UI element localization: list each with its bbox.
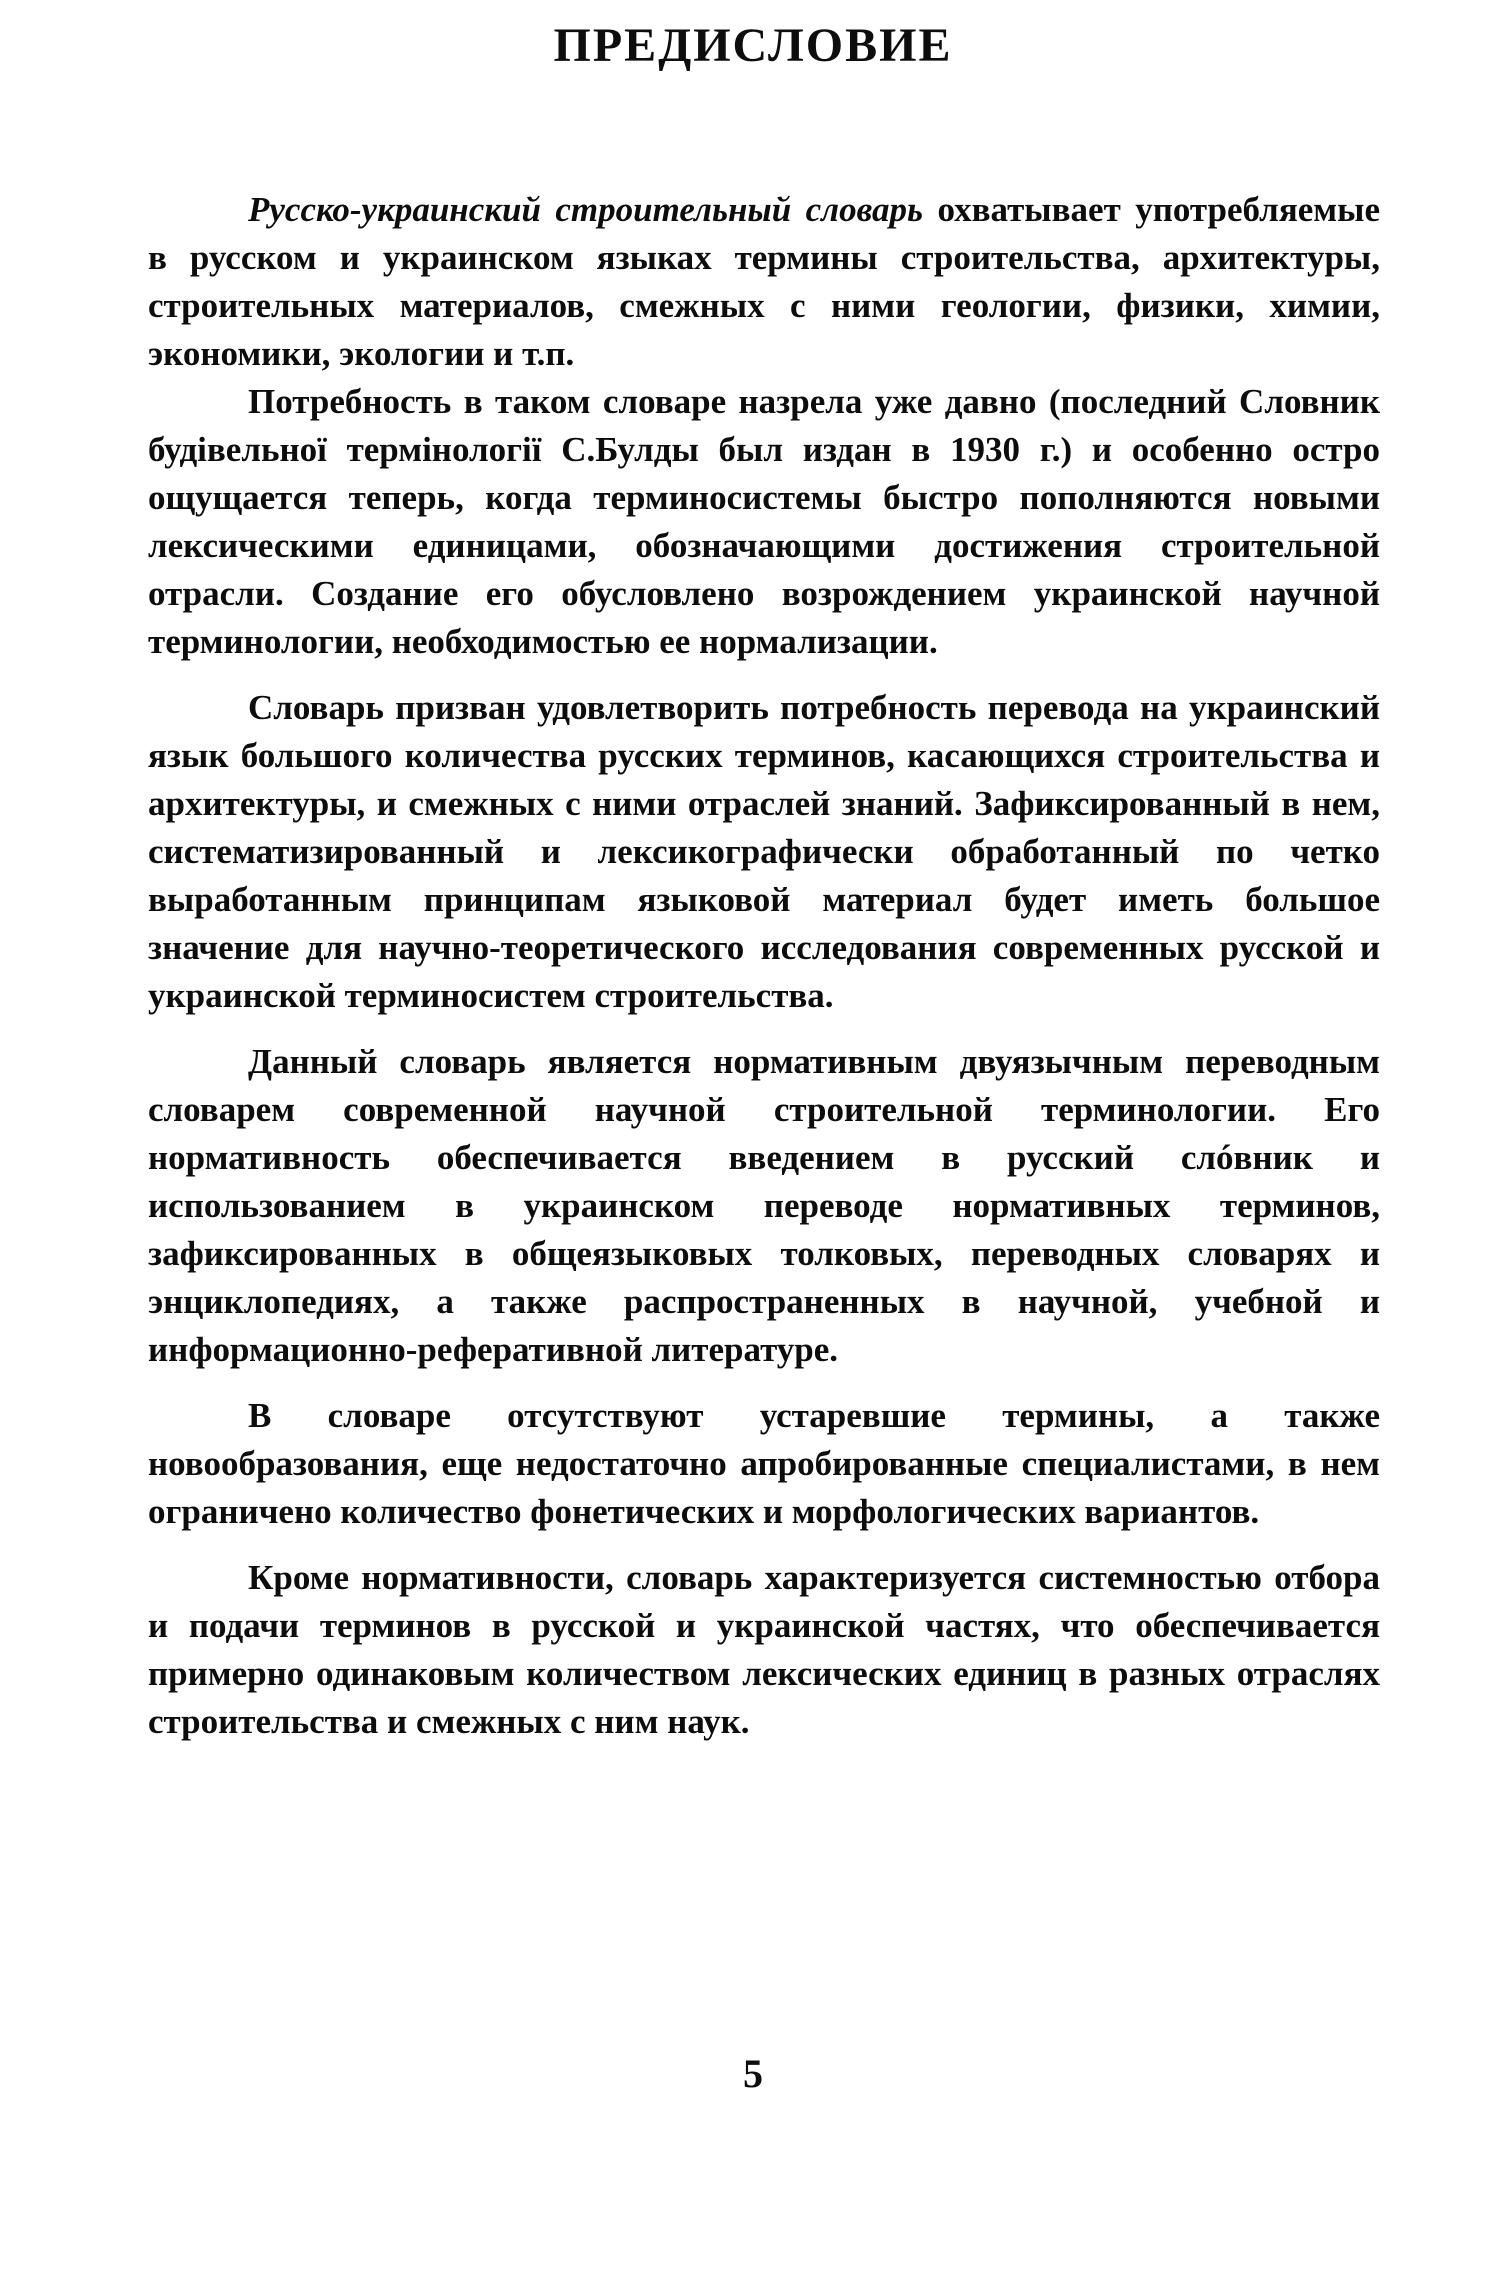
paragraph-6: Кроме нормативности, словарь характеризуется системностью отбора и подачи терминов в русской и украинской частях, что обеспечивается примерно одинаковым количеством лексических единиц в разных отраслях строительства и смежных с ним наук. bbox=[148, 1558, 1380, 1741]
paragraph-1 bbox=[148, 186, 1380, 378]
paragraph-5: В словаре отсутствуют устаревшие термины, а также новообразования, еще недостаточно апробированные специалистами, в нем ограничено количество фонетических и морфологических вариантов. bbox=[148, 1396, 1380, 1531]
preface-body bbox=[148, 186, 1380, 1746]
paragraph-2: Потребность в таком словаре назрела уже давно (последний Словник будівельної термінології С.Булды был издан в 1930 г.) и особенно остро ощущается теперь, когда терминосистемы быстро пополняются новыми лексическими единицами, обозначающими достижения строительной отрасли. Создание его обусловлено возрождением украинской научной терминологии, необходимостью ее нормализации. bbox=[148, 382, 1380, 661]
paragraph-4: Данный словарь является нормативным двуязычным переводным словарем современной научной строительной терминологии. Его нормативность обеспечивается введением в русский слóвник и использованием в украинском переводе нормативных терминов, зафиксированных в общеязыковых толковых, переводных словарях и энциклопедиях, а также распространенных в научной, учебной и информационно-реферативной литературе. bbox=[148, 1042, 1380, 1369]
page-number: 5 bbox=[743, 2051, 763, 2096]
paragraph-1-text: охватывает употребляемые в русском и украинском языках термины строительства, архитектуры, строительных материалов, смежных с ними геологии, физики, химии, экономики, экологии и т.п. bbox=[148, 190, 1380, 373]
page-title: ПРЕДИСЛОВИЕ bbox=[553, 19, 953, 72]
dictionary-title-emphasis: Русско-украинский строительный словарь bbox=[248, 190, 924, 229]
paragraph-3: Словарь призван удовлетворить потребность перевода на украинский язык большого количества русских терминов, касающихся строительства и архитектуры, и смежных с ними отраслей знаний. Зафиксированный в нем, систематизированный и лексикографически обработанный по четко выработанным принципам языковой материал будет иметь большое значение для научно-теоретического исследования современных русской и украинской терминосистем строительства. bbox=[148, 688, 1380, 1015]
